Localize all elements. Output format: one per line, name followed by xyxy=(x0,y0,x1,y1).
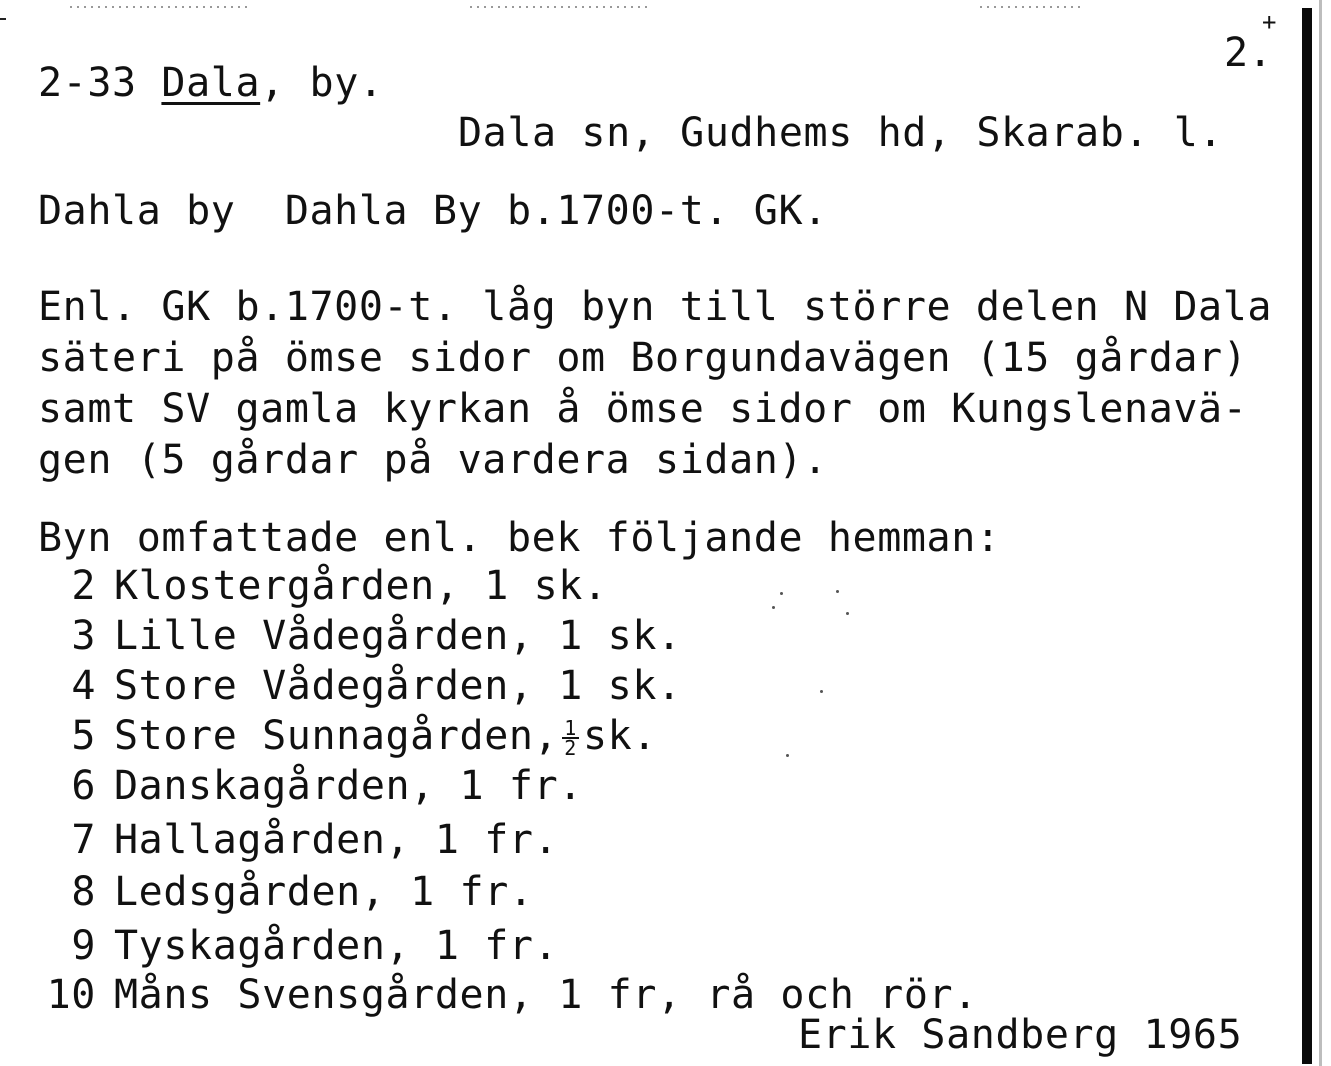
page-number: 2. xyxy=(1224,30,1273,76)
homestead-number: 3 xyxy=(71,613,96,659)
homestead-row xyxy=(38,563,608,609)
homestead-text: Hallagården, 1 fr. xyxy=(114,817,559,863)
top-edge-marks xyxy=(980,6,1080,8)
homestead-text: Store Sunnagården, xyxy=(114,713,559,759)
top-edge-marks xyxy=(70,6,250,8)
homestead-row xyxy=(38,817,558,863)
homestead-text: Store Vådegården, 1 sk. xyxy=(114,663,682,709)
homestead-text: Lille Vådegården, 1 sk. xyxy=(114,613,682,659)
paper-speck xyxy=(820,690,823,693)
paragraph-line: säteri på ömse sidor om Borgundavägen (15 gårdar) xyxy=(38,335,1248,381)
heading-number: 2-33 xyxy=(38,60,137,106)
paper-speck xyxy=(772,606,775,609)
page-mark: + xyxy=(1262,8,1277,36)
homestead-row xyxy=(38,923,558,969)
paper-speck xyxy=(786,754,789,757)
homestead-text: Ledsgården, 1 fr. xyxy=(114,869,534,915)
fraction xyxy=(562,716,579,760)
homestead-row xyxy=(38,763,583,809)
homestead-number: 10 xyxy=(46,972,96,1018)
location-line: Dala sn, Gudhems hd, Skarab. l. xyxy=(458,110,1224,156)
homestead-row xyxy=(38,613,682,659)
paragraph-line: gen (5 gårdar på vardera sidan). xyxy=(38,437,828,483)
card-edge xyxy=(1302,8,1312,1064)
homestead-number: 6 xyxy=(71,763,96,809)
paragraph-line: samt SV gamla kyrkan å ömse sidor om Kungslenavä- xyxy=(38,386,1248,432)
heading xyxy=(38,60,384,106)
heading-name: Dala xyxy=(161,60,261,106)
paragraph-line: Enl. GK b.1700-t. låg byn till större delen N Dala xyxy=(38,284,1273,330)
homestead-text: Danskagården, 1 fr. xyxy=(114,763,583,809)
homestead-number: 9 xyxy=(71,923,96,969)
fraction-denominator: 2 xyxy=(564,736,577,760)
left-edge-mark xyxy=(0,18,6,20)
homestead-number: 5 xyxy=(71,713,96,759)
heading-suffix: , by. xyxy=(260,60,384,106)
paper-speck xyxy=(780,592,783,595)
top-edge-marks xyxy=(470,6,650,8)
fraction-numerator: 1 xyxy=(564,716,577,740)
homestead-number: 8 xyxy=(71,869,96,915)
list-intro: Byn omfattade enl. bek följande hemman: xyxy=(38,515,1001,561)
homestead-number: 7 xyxy=(71,817,96,863)
historical-forms: Dahla by Dahla By b.1700-t. GK. xyxy=(38,188,828,234)
paper-speck xyxy=(846,612,849,615)
card-edge-shadow xyxy=(1319,0,1322,1066)
homestead-row xyxy=(38,663,682,709)
homestead-number: 2 xyxy=(71,563,96,609)
homestead-text: Tyskagården, 1 fr. xyxy=(114,923,559,969)
homestead-text: Klostergården, 1 sk. xyxy=(114,563,608,609)
homestead-unit: sk. xyxy=(582,713,657,759)
homestead-text: Måns Svensgården, 1 fr, rå och rör. xyxy=(114,972,978,1018)
homestead-row xyxy=(38,869,534,915)
signature: Erik Sandberg 1965 xyxy=(798,1012,1243,1058)
homestead-row xyxy=(38,713,657,759)
paper-speck xyxy=(836,590,839,593)
homestead-number: 4 xyxy=(71,663,96,709)
